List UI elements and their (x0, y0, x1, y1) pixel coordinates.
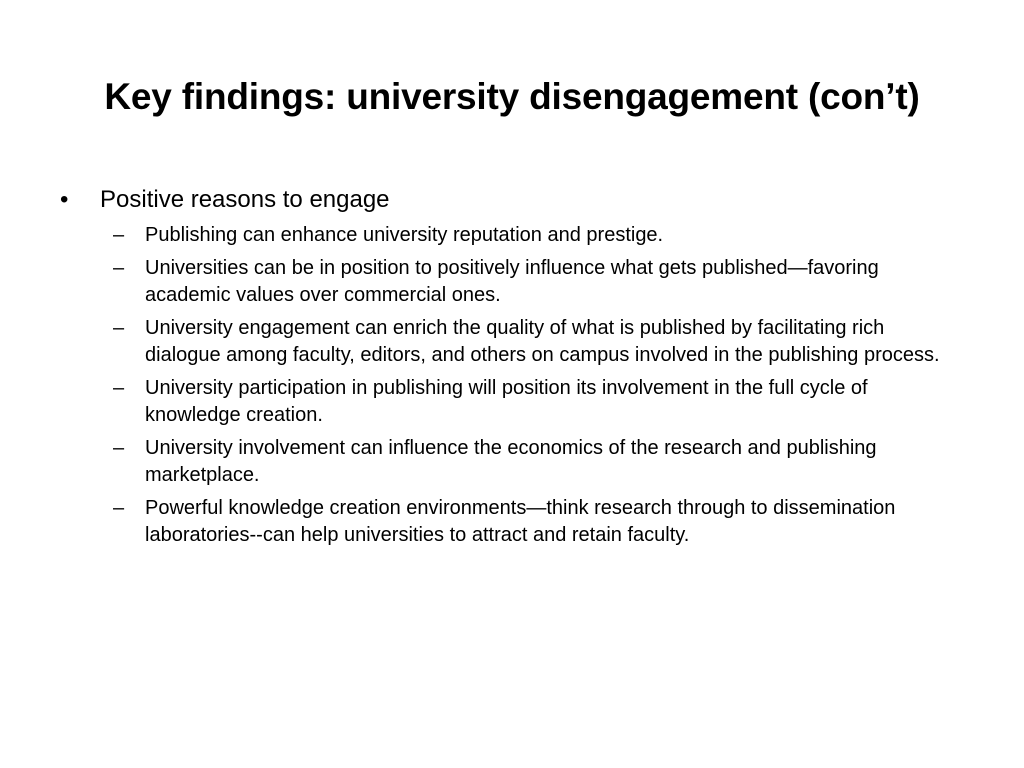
dash-marker: – (113, 436, 125, 459)
slide-content (58, 184, 958, 555)
sub-bullet-text: Powerful knowledge creation environments—think research through to dissemination laboratories--can help universities to attract and retain faculty. (145, 496, 896, 546)
sub-bullet (113, 315, 958, 370)
sub-bullet-text: Universities can be in position to positively influence what gets published—favoring academic values over commercial ones. (145, 256, 879, 306)
sub-bullet-list (58, 222, 958, 550)
sub-bullet (113, 375, 958, 430)
main-bullet-text: Positive reasons to engage (100, 186, 390, 213)
sub-bullet (113, 435, 958, 490)
sub-bullet (113, 222, 958, 250)
sub-bullet-text: University engagement can enrich the quality of what is published by facilitating rich dialogue among faculty, editors, and others on campus involved in the publishing process. (145, 316, 940, 366)
sub-bullet-text: University participation in publishing will position its involvement in the full cycle of knowledge creation. (145, 376, 868, 426)
sub-bullet (113, 495, 958, 550)
dash-marker: – (113, 316, 125, 339)
sub-bullet-text: University involvement can influence the economics of the research and publishing marketplace. (145, 436, 877, 486)
sub-bullet-text: Publishing can enhance university reputation and prestige. (145, 224, 664, 246)
dash-marker: – (113, 376, 125, 399)
main-bullet (58, 184, 958, 216)
bullet-marker: • (60, 186, 69, 213)
sub-bullet (113, 255, 958, 310)
slide-title: Key findings: university disengagement (con’t) (104, 76, 920, 117)
dash-marker: – (113, 496, 125, 519)
dash-marker: – (113, 256, 125, 279)
dash-marker: – (113, 224, 125, 246)
